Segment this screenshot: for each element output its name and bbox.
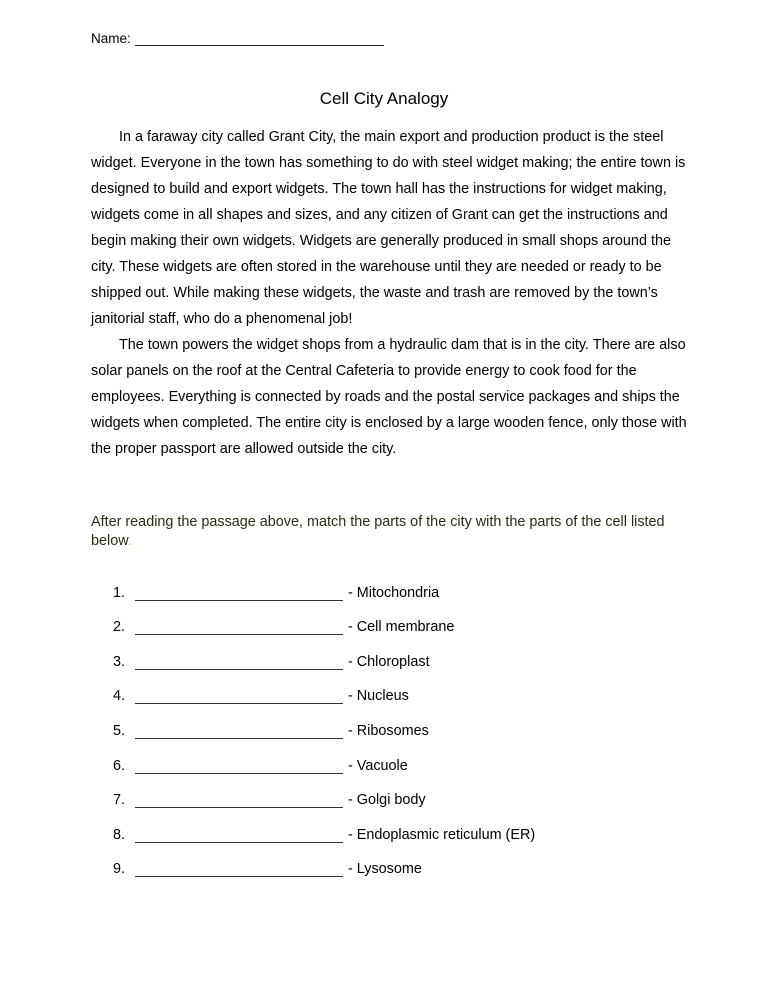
answer-blank[interactable] [135,723,343,739]
answer-blank[interactable] [135,792,343,808]
page-title: Cell City Analogy [319,89,449,108]
item-label: - Golgi body [348,792,426,809]
item-label: - Endoplasmic reticulum (ER) [348,826,536,843]
item-number: 2. [113,619,126,636]
passage-paragraph-2: The town powers the widget shops from a hydraulic dam that is in the city. There are also solar panels on the roof at the Central Cafeteria to provide energy to cook food for the employees. Everything is connected by roads and the postal service packages and ships the widgets when completed. The entire city is enclosed by a large wooden fence, only those with the proper passport are allowed outside the city. [91,337,687,457]
item-number: 4. [113,688,126,705]
item-label: - Ribosomes [348,722,429,739]
matching-item [113,566,535,601]
answer-blank[interactable] [135,827,343,843]
name-row [91,31,384,46]
item-label: - Cell membrane [348,619,455,636]
item-number: 9. [113,861,126,878]
matching-item [113,635,535,670]
instructions-text: After reading the passage above, match the parts of the city with the parts of the cell listed below [91,514,665,549]
answer-blank[interactable] [135,861,343,877]
matching-item [113,670,535,705]
item-label: - Nucleus [348,688,409,705]
item-number: 1. [113,584,126,601]
item-label: - Chloroplast [348,653,430,670]
item-label: - Mitochondria [348,584,440,601]
matching-list [113,566,535,877]
matching-item [113,739,535,774]
item-label: - Lysosome [348,861,422,878]
matching-item [113,704,535,739]
name-label: Name: [91,31,131,46]
instructions [91,513,691,551]
instructions-period: . [127,533,132,549]
answer-blank[interactable] [135,688,343,704]
matching-item [113,774,535,809]
matching-item [113,808,535,843]
item-number: 5. [113,722,126,739]
item-number: 7. [113,792,126,809]
item-number: 6. [113,757,126,774]
passage-paragraph-1: In a faraway city called Grant City, the main export and production product is the steel widget. Everyone in the town has something to do with steel widget making; the entire town is designed to build and export widgets. The town hall has the instructions for widget making, widgets come in all shapes and sizes, and any citizen of Grant can get the instructions and begin making their own widgets. Widgets are generally produced in small shops around the city. These widgets are often stored in the warehouse until they are needed or ready to be shipped out. While making these widgets, the waste and trash are removed by the town’s janitorial staff, who do a phenomenal job! [91,129,686,327]
answer-blank[interactable] [135,585,343,601]
item-number: 3. [113,653,126,670]
matching-item [113,601,535,636]
passage [91,124,691,462]
answer-blank[interactable] [135,758,343,774]
name-blank-line[interactable] [135,31,384,46]
item-label: - Vacuole [348,757,408,774]
item-number: 8. [113,826,126,843]
answer-blank[interactable] [135,654,343,670]
matching-item [113,843,535,878]
answer-blank[interactable] [135,619,343,635]
